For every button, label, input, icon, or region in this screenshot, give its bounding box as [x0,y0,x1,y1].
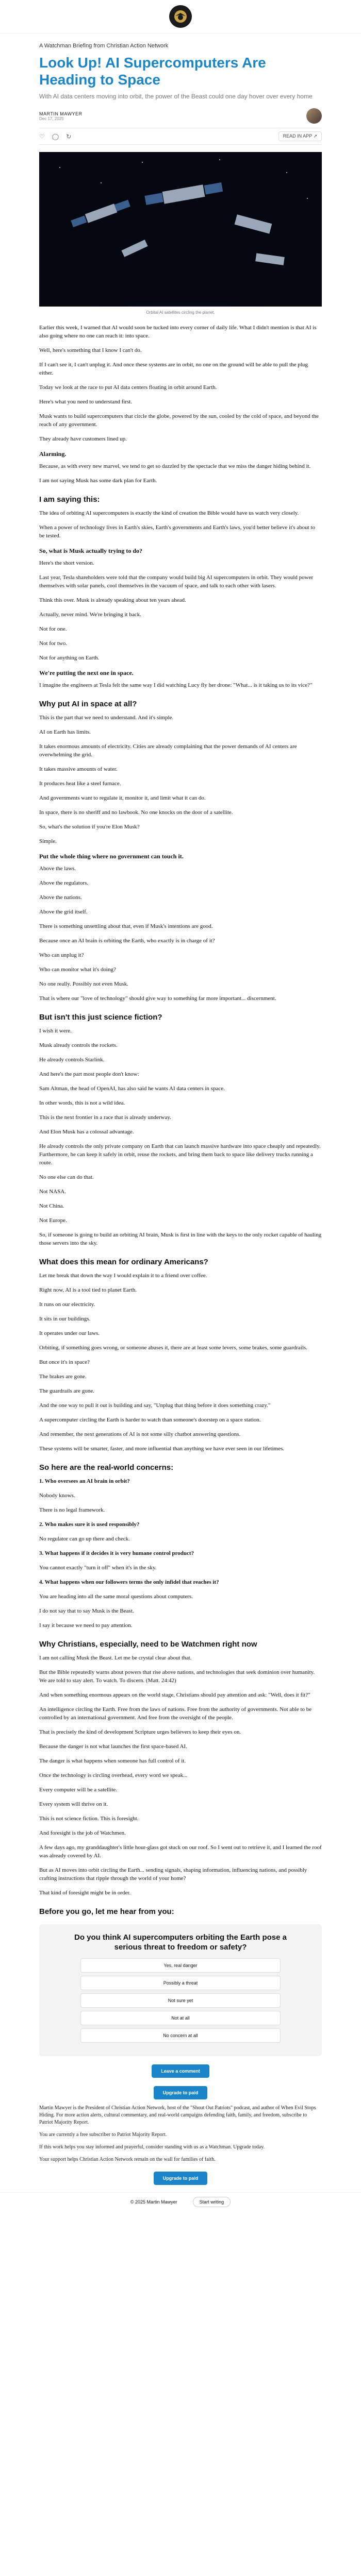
paragraph: In space, there is no sheriff and no lawbook. No one knocks on the door of a satellite. [39,809,233,816]
paragraph: In other words, this is not a wild idea. [39,1100,125,1106]
section-heading: What does this mean for ordinary Americans? [39,1258,208,1266]
paragraph: It takes enormous amounts of electricity. Cities are already complaining that the power demands of AI centers are overwhelming the grid. [39,743,297,758]
paragraph: It operates under our laws. [39,1330,100,1336]
paragraph: Not NASA. [39,1189,66,1195]
poll-question: Do you think AI supercomputers orbiting the Earth pose a serious threat to freedom or safety? [74,1933,287,1952]
paragraph: It runs on our electricity. [39,1301,95,1308]
paragraph: You cannot exactly "turn it off" when it's in the sky. [39,1565,157,1571]
paragraph: Well, here's something that I know I can't do. [39,347,142,353]
author-row [39,108,322,124]
leave-comment-button[interactable]: Leave a comment [152,2064,209,2078]
paragraph: Not Europe. [39,1217,67,1224]
paragraph: Right now, AI is a tool tied to planet Earth. [39,1287,137,1293]
paragraph: The danger is what happens when someone has full control of it. [39,1758,186,1764]
paragraph: This is not science fiction. This is foresight. [39,1816,139,1822]
bio-paragraph: If this work helps you stay informed and prayerful, consider standing with us as a Watchman. Upgrade today. [39,2144,265,2150]
paragraph: If I can't see it, I can't unplug it. And once these systems are in orbit, no one on the ground will be able to pull the plug either. [39,362,308,376]
poll-option[interactable]: Not at all [80,2011,281,2025]
paragraph: No regulator can go up there and check. [39,1536,130,1542]
paragraph: 3. What happens if it decides it is very humane control product? [39,1550,194,1556]
paragraph: Think this over. Musk is already speaking about ten years ahead. [39,597,186,603]
paragraph: I do not say that to say Musk is the Beast. [39,1608,134,1614]
paragraph: You are heading into all the same moral questions about computers. [39,1594,193,1600]
hero-caption: Orbital AI satellites circling the planet. [146,310,215,315]
paragraph: That is where our "love of technology" should give way to something far more important... discernment. [39,995,276,1002]
paragraph: Above the regulators. [39,880,88,886]
paragraph: Because once an AI brain is orbiting the Earth, who exactly is in charge of it? [39,938,215,944]
poll-option[interactable]: Yes, real danger [80,1958,281,1973]
paragraph: Above the grid itself. [39,909,88,915]
paragraph: It produces heat like a steel furnace. [39,781,121,787]
paragraph: Every system will thrive on it. [39,1801,108,1807]
paragraph: Here's the short version. [39,560,94,566]
paragraph: But the Bible repeatedly warns about powers that rise above nations, and technologies that seek dominion over humanity. We are told to stay alert. To watch. To discern. (Matt. 24:42) [39,1669,315,1684]
paragraph: I am not calling Musk the Beast. Let me be crystal clear about that. [39,1655,192,1661]
section-heading: So here are the real-world concerns: [39,1463,174,1472]
comment-icon[interactable]: ◯ [52,132,59,140]
publish-date: Dec 17, 2025 [39,116,64,121]
read-in-app-button[interactable]: READ IN APP ↗ [278,131,322,141]
paragraph: There is no legal framework. [39,1507,105,1513]
action-bar [39,128,322,145]
paragraph: Not for two. [39,640,68,647]
paragraph: Who can unplug it? [39,952,84,958]
paragraph: And Elon Musk has a colossal advantage. [39,1129,134,1135]
start-writing-button[interactable]: Start writing [193,2197,231,2207]
paragraph: But once it's in space? [39,1359,90,1365]
paragraph: It sits in our buildings. [39,1316,91,1322]
paragraph: That is precisely the kind of development Scripture urges believers to keep their eyes on. [39,1729,241,1735]
subtitle: With AI data centers moving into orbit, the power of the Beast could one day hover over every home [39,93,313,100]
like-icon[interactable]: ♡ [39,132,45,140]
paragraph: Not for one. [39,626,67,632]
paragraph: There is something unsettling about that, even if Musk's intentions are good. [39,923,213,929]
author-bio [39,2105,322,2163]
paragraph: And remember, the next generations of AI is not some silly chatbot answering questions. [39,1431,241,1437]
paragraph: Here's what you need to understand first. [39,399,133,405]
section-heading: Alarming. [39,450,67,457]
paragraph: Who can monitor what it's doing? [39,967,116,973]
paragraph: I wish it were. [39,1028,72,1034]
paragraph: Musk already controls the rockets. [39,1042,118,1048]
bottom-bar [0,2192,361,2211]
paragraph: This is the part that we need to understand. And it's simple. [39,715,174,721]
paragraph: The idea of orbiting AI supercomputers is exactly the kind of creation the Bible would have us watch very closely. [39,510,299,516]
top-bar [0,0,361,33]
upgrade-button[interactable]: Upgrade to paid [154,2172,208,2185]
section-heading: We're putting the next one in space. [39,669,134,676]
paragraph: The brakes are gone. [39,1374,87,1380]
paragraph: Last year, Tesla shareholders were told that the company would build big AI supercomputers in orbit. They would power themselves with solar panels, cool themselves in the vacuum of space, and talk to each other with lasers. [39,574,314,589]
article-body [39,324,322,1916]
brand-footer: © 2025 Martin Mawyer [130,2199,177,2205]
avatar[interactable] [306,108,322,124]
eagle-globe-logo-icon[interactable] [169,5,192,28]
section-heading: Before you go, let me hear from you: [39,1907,174,1916]
paragraph: A supercomputer circling the Earth is harder to watch than someone's doorstep on a space station. [39,1417,261,1423]
paragraph: Actually, never mind. We're bringing it back. [39,612,141,618]
paragraph: Every computer will be a satellite. [39,1787,117,1793]
paragraph: Simple. [39,838,57,844]
paragraph: But as AI moves into orbit circling the Earth... sending signals, shaping information, influencing nations, and possibly crafting instructions that ripple through the world of your home? [39,1867,307,1882]
author-name[interactable]: MARTIN MAWYER [39,111,83,116]
subscribe-button[interactable]: Upgrade to paid [154,2086,208,2099]
paragraph: 2. Who makes sure it is used responsibly? [39,1521,140,1528]
section-heading: I am saying this: [39,495,100,504]
paragraph: And when something enormous appears on the world stage, Christians should pay attention and ask: "Well, does it fit?" [39,1692,310,1698]
paragraph: Musk wants to build supercomputers that circle the globe, powered by the sun, cooled by the cold of space, and beyond the reach of any government. [39,413,319,428]
bio-paragraph: Your support helps Christian Action Network remain on the wall for families of faith. [39,2157,216,2162]
paragraph: Because the danger is not what launches the first space-based AI. [39,1743,187,1750]
paragraph: These systems will be smarter, faster, and more influential than anything we have ever seen in our lifetimes. [39,1446,285,1452]
poll-option[interactable]: Not sure yet [80,1993,281,2008]
paragraph: AI on Earth has limits. [39,729,91,735]
paragraph: Nobody knows. [39,1493,75,1499]
paragraph: I say it because we need to pay attention. [39,1622,133,1629]
paragraph: Sam Altman, the head of OpenAI, has also said he wants AI data centers in space. [39,1086,225,1092]
paragraph: The guardrails are gone. [39,1388,94,1394]
publication-name: A Watchman Briefing from Christian Action Network [39,43,169,49]
paragraph: 4. What happens when our followers terms the only infidel that reaches it? [39,1579,219,1585]
paragraph: Once the technology is circling overhead, every word we speak... [39,1772,188,1778]
paragraph: And foresight is the job of Watchmen. [39,1830,126,1836]
orbital-satellites-illustration [39,152,322,307]
paragraph: Not China. [39,1203,64,1209]
paragraph: No one else can do that. [39,1174,94,1180]
paragraph: He already controls the only private company on Earth that can launch massive hardware into space cheaply and repeatedly. Furthermore, he can keep it safely in orbit, reuse the rockets, and bring them back to space like delivery trucks running a route. [39,1143,321,1166]
paragraph: A few days ago, my granddaughter's little hour-glass got stuck on our roof. So I went out to retrieve it, and I learned the roof was already covered by AI. [39,1844,322,1859]
paragraph: He already controls Starlink. [39,1057,105,1063]
bio-paragraph: Martin Mawyer is the President of Christian Action Network, host of the "Shout Out Patriots" podcast, and author of When Evil Stops Hiding. For more action alerts, cultural commentary, and real-world campaigns defending faith, family, and freedom, subscribe to Patriot Majority Report. [39,2105,316,2125]
page-title: Look Up! AI Supercomputers Are Heading to Space [39,55,266,88]
paragraph: And the one way to pull it out is building and say, "Unplug that thing before it does something crazy." [39,1402,271,1409]
paragraph: They already have customers lined up. [39,436,127,442]
paragraph: Above the nations. [39,894,82,901]
share-icon[interactable]: ↻ [66,132,72,140]
hero-image [39,152,322,307]
paragraph: I am not saying Musk has some dark plan for Earth. [39,478,157,484]
section-heading: Why Christians, especially, need to be Watchmen right now [39,1640,257,1649]
paragraph: Not for anything on Earth. [39,655,100,661]
section-heading: But isn't this just science fiction? [39,1013,162,1022]
paragraph: When a power of technology lives in Earth's skies, Earth's governments and Earth's laws, you'd better believe it's about to be tested. [39,524,316,539]
section-heading: So, what is Musk actually trying to do? [39,547,143,554]
paragraph: Earlier this week, I warned that AI would soon be tucked into every corner of daily life. What I didn't mention is that AI is also going where no one can reach it: into space. [39,325,317,339]
paragraph: Because, as with every new marvel, we tend to get so dazzled by the spectacle that we miss the danger hiding behind it. [39,463,311,469]
reader-poll [39,1924,322,2056]
paragraph: So, if someone is going to build an orbiting AI brain, Musk is first in line with the keys to the only rocket capable of hauling those servers into the sky. [39,1232,322,1246]
section-heading: Why put AI in space at all? [39,700,137,708]
paragraph: Orbiting, if something goes wrong, or someone abuses it, there are at least some levers, some brakes, some guardrails. [39,1345,307,1351]
paragraph: So, what's the solution if you're Elon Musk? [39,824,140,830]
paragraph: This is the next frontier in a race that is already underway. [39,1114,171,1121]
paragraph: It takes massive amounts of water. [39,766,118,772]
section-heading: Put the whole thing where no government can touch it. [39,853,184,860]
paragraph: Today we look at the race to put AI data centers floating in orbit around Earth. [39,384,217,391]
paragraph: Let me break that down the way I would explain it to a friend over coffee. [39,1273,207,1279]
poll-option[interactable]: Possibly a threat [80,1976,281,1990]
paragraph: No one really. Possibly not even Musk. [39,981,128,987]
poll-option[interactable]: No concern at all [80,2028,281,2043]
paragraph: And here's the part most people don't know: [39,1071,139,1077]
bio-paragraph: You are currently a free subscriber to Patriot Majority Report. [39,2132,167,2138]
paragraph: And governments want to regulate it, monitor it, and limit what it can do. [39,795,206,801]
paragraph: An intelligence circling the Earth. Free from the laws of nations. Free from the authority of governments. Not able to be controlled by an international government. And free from the oversight of the people. [39,1706,312,1721]
paragraph: I imagine the engineers at Tesla felt the same way I did watching Lucy fly her drone: "What... is it taking us to its vice?" [39,682,313,688]
paragraph: Above the laws. [39,866,76,872]
paragraph: 1. Who oversees an AI brain in orbit? [39,1478,130,1484]
paragraph: That kind of foresight might be in order. [39,1890,131,1896]
